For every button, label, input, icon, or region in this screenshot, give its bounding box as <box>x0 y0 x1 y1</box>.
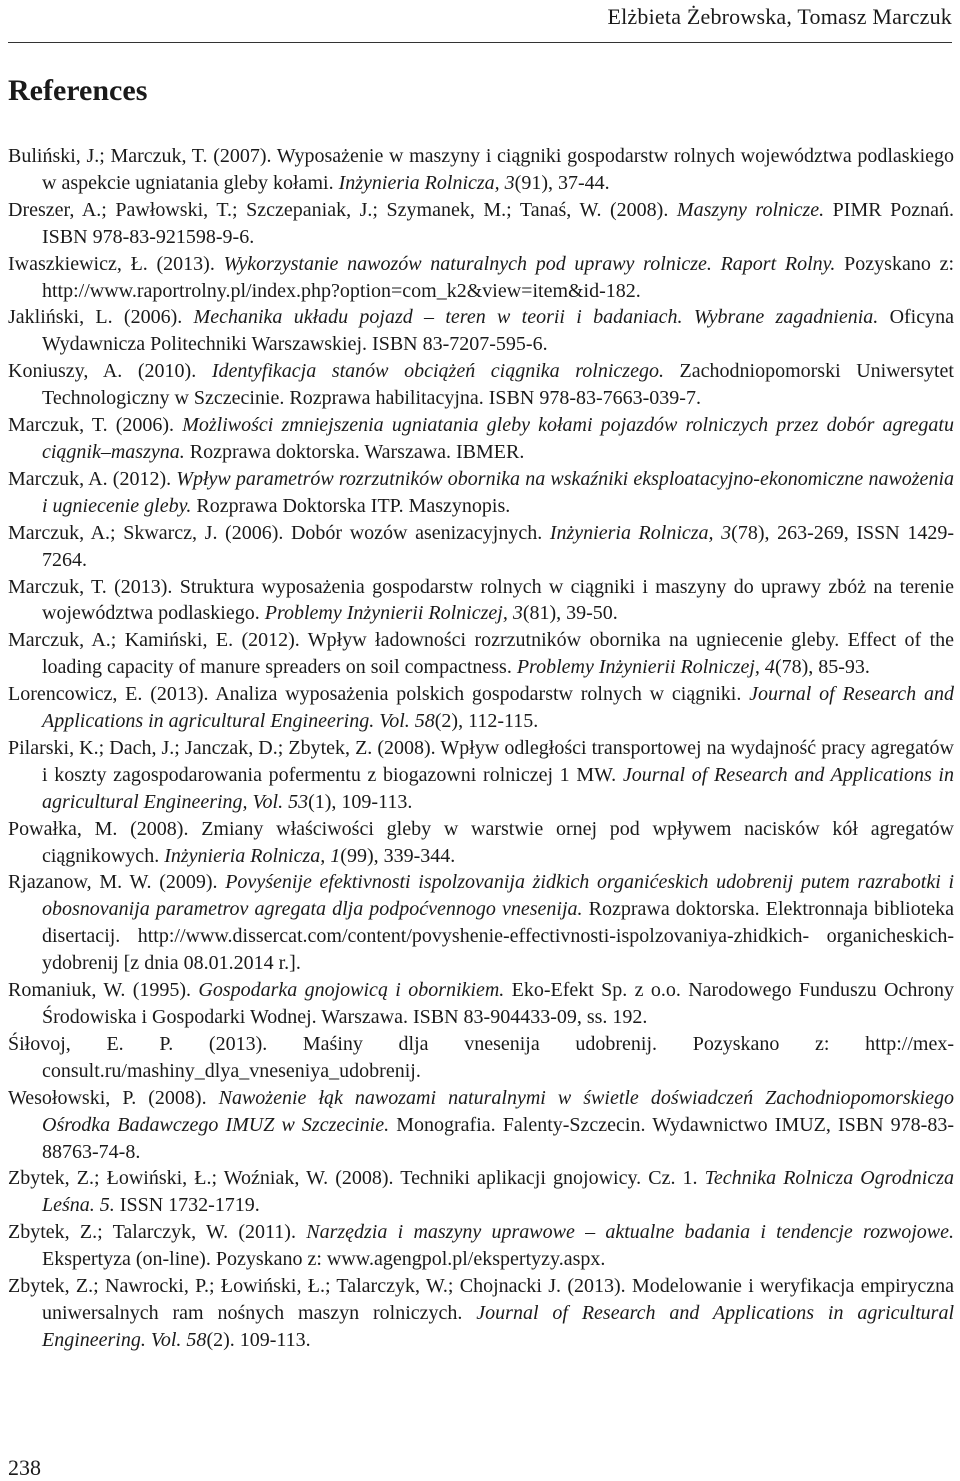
reference-italic-text: Maszyny rolnicze. <box>676 198 825 221</box>
reference-text: (2). 109-113. <box>206 1328 311 1351</box>
reference-item <box>8 1219 954 1273</box>
reference-text: Jakliński, L. (2006). <box>8 306 194 329</box>
reference-italic-text: Journal of Research and Applications in agricultural Engineering, Vol. 53 <box>42 763 954 813</box>
reference-italic-text: Povyśenije efektivnosti ispolzovanija żidkich organićeskich udobrenij putem razrabotki i obosnovanija parametrov agregata dlja podpoćvennogo vnesenija. <box>42 871 954 921</box>
reference-italic-text: Możliwości zmniejszenia ugniatania gleby kołami pojazdów rolniczych przez dobór agregatu ciągnik–maszyna. <box>42 414 954 463</box>
reference-item <box>8 304 954 358</box>
reference-item <box>8 466 954 520</box>
page-number: 238 <box>8 1455 41 1480</box>
reference-text: Zachodniopomorski Uniwersytet Technologiczny w Szczecinie. Rozprawa habilitacyjna. ISBN 978-83-7663-039-7. <box>42 360 954 410</box>
reference-text: Marczuk, T. (2013). Struktura wyposażenia gospodarstw rolnych w ciągniki i maszyny do uprawy zbóż na terenie województwa podlaskiego. <box>8 575 954 625</box>
reference-text: PIMR Poznań. ISBN 978-83-921598-9-6. <box>42 198 954 248</box>
reference-text: Rozprawa doktorska. Warszawa. IBMER. <box>184 440 525 463</box>
reference-item <box>8 574 954 628</box>
reference-text: Iwaszkiewicz, Ł. (2013). <box>8 252 224 275</box>
reference-text: (99), 339-344. <box>340 844 456 867</box>
reference-item <box>8 251 954 305</box>
reference-text: Rjazanow, M. W. (2009). <box>8 871 226 894</box>
reference-italic-text: Journal of Research and Applications in agricultural Engineering. Vol. 58 <box>42 1301 954 1351</box>
reference-italic-text: Inżynieria Rolnicza, 3 <box>338 171 515 194</box>
reference-item <box>8 358 954 412</box>
reference-text: Romaniuk, W. (1995). <box>8 979 199 1002</box>
reference-italic-text: Nawożenie łąk nawozami naturalnymi w świetle doświadczeń Zachodniopomorskiego Ośrodka Badawczego IMUZ w Szczecinie. <box>42 1086 954 1136</box>
reference-text: (78), 85-93. <box>774 656 870 679</box>
reference-italic-text: Wpływ parametrów rozrzutników obornika na wskaźniki eksploatacyjno-ekonomiczne nawożenia i ugniecenie gleby. <box>42 467 954 517</box>
reference-text: Pilarski, K.; Dach, J.; Janczak, D.; Zbytek, Z. (2008). Wpływ odległości transportowej na wydajność pracy agregatów i koszty zagospodarowania pofermentu z biogazowni rolniczej 1 MW. <box>8 736 954 786</box>
reference-italic-text: Identyfikacja stanów obciążeń ciągnika rolniczego. <box>211 360 664 383</box>
reference-italic-text: Wykorzystanie nawozów naturalnych pod uprawy rolnicze. Raport Rolny. <box>223 252 836 275</box>
reference-item <box>8 1085 954 1166</box>
reference-text: Eko-Efekt Sp. z o.o. Narodowego Funduszu Ochrony Środowiska i Gospodarki Wodnej. Warszawa. ISBN 83-904433-09, ss. 192. <box>42 979 954 1028</box>
reference-text: Ekspertyza (on-line). Pozyskano z: www.agengpol.pl/ekspertyzy.aspx. <box>42 1248 606 1271</box>
reference-text: Śiłovoj, E. P. (2013). Maśiny dlja vnesenija udobrenij. Pozyskano z: http://mex-consult.ru/mashiny_dlya_vneseniya_udobrenij. <box>8 1032 954 1082</box>
reference-item <box>8 977 954 1031</box>
reference-text: Monografia. Falenty-Szczecin. Wydawnictwo IMUZ, ISBN 978-83-88763-74-8. <box>42 1113 955 1163</box>
reference-text: Zbytek, Z.; Talarczyk, W. (2011). <box>8 1221 307 1244</box>
reference-text: Oficyna Wydawnicza Politechniki Warszawskiej. ISBN 83-7207-595-6. <box>42 306 954 356</box>
reference-text: Zbytek, Z.; Nawrocki, P.; Łowiński, Ł.; Talarczyk, W.; Chojnacki J. (2013). Modelowanie i weryfikacja empiryczna uniwersalnych ram nośnych maszyn rolniczych. <box>8 1275 954 1324</box>
reference-text: (81), 39-50. <box>522 602 618 625</box>
reference-item <box>8 816 954 870</box>
reference-text: Rozprawa Doktorska ITP. Maszynopis. <box>191 494 511 517</box>
reference-item <box>8 627 954 681</box>
reference-item <box>8 143 954 197</box>
reference-text: Powałka, M. (2008). Zmiany właściwości gleby w warstwie ornej pod wpływem nacisków kół agregatów ciągnikowych. <box>8 817 954 867</box>
reference-text: (78), 263-269, ISSN 1429-7264. <box>42 521 954 571</box>
reference-italic-text: Mechanika układu pojazd – teren w teorii i badaniach. Wybrane zagadnienia. <box>193 306 879 329</box>
running-header-authors: Elżbieta Żebrowska, Tomasz Marczuk <box>607 4 952 29</box>
reference-text: Marczuk, A.; Skwarcz, J. (2006). Dobór wozów asenizacyjnych. <box>8 521 550 544</box>
reference-text: Marczuk, A. (2012). <box>8 467 177 490</box>
reference-italic-text: Inżynieria Rolnicza, 3 <box>549 521 732 544</box>
section-title: References <box>8 74 148 107</box>
reference-text: Rozprawa doktorska. Elektronnaja biblioteka disertacij. http://www.dissercat.com/content/povyshenie-effectivnosti-ispolzovaniya-zhidkich- organicheskich-ydobrenij [z dnia 08.01.2014 r.]. <box>42 898 955 975</box>
reference-italic-text: Narzędzia i maszyny uprawowe – aktualne badania i tendencje rozwojowe. <box>306 1221 954 1244</box>
reference-item <box>8 1273 954 1354</box>
header-divider <box>8 42 952 43</box>
reference-text: (2), 112-115. <box>434 710 539 733</box>
reference-text: Wesołowski, P. (2008). <box>8 1086 219 1109</box>
reference-italic-text: Inżynieria Rolnicza, 1 <box>164 844 341 867</box>
reference-italic-text: Problemy Inżynierii Rolniczej, 4 <box>516 656 775 679</box>
reference-item <box>8 1165 954 1219</box>
reference-item <box>8 869 954 977</box>
reference-text: Koniuszy, A. (2010). <box>8 360 212 383</box>
reference-text: (91), 37-44. <box>514 171 610 194</box>
reference-italic-text: Problemy Inżynierii Rolniczej, 3 <box>264 602 523 625</box>
reference-italic-text: Gospodarka gnojowicą i obornikiem. <box>198 979 505 1002</box>
reference-text: Marczuk, T. (2006). <box>8 414 183 437</box>
reference-italic-text: Journal of Research and Applications in agricultural Engineering. Vol. 58 <box>42 683 954 733</box>
reference-item <box>8 520 954 574</box>
reference-list <box>8 143 954 1354</box>
reference-item <box>8 1031 954 1085</box>
reference-item <box>8 412 954 466</box>
reference-text: Marczuk, A.; Kamiński, E. (2012). Wpływ ładowności rozrzutników obornika na ugniecenie gleby. Effect of the loading capacity of manure spreaders on soil compactness. <box>8 629 954 679</box>
reference-item <box>8 197 954 251</box>
reference-text: Dreszer, A.; Pawłowski, T.; Szczepaniak, J.; Szymanek, M.; Tanaś, W. (2008). <box>8 198 677 221</box>
reference-text: (1), 109-113. <box>308 790 413 813</box>
reference-text: Lorencowicz, E. (2013). Analiza wyposażenia polskich gospodarstw rolnych w ciągniki. <box>8 683 750 706</box>
reference-text: Zbytek, Z.; Łowiński, Ł.; Woźniak, W. (2008). Techniki aplikacji gnojowicy. Cz. 1. <box>8 1167 705 1190</box>
reference-item <box>8 735 954 816</box>
reference-text: ISSN 1732-1719. <box>114 1194 260 1217</box>
reference-text: Pozyskano z: http://www.raportrolny.pl/index.php?option=com_k2&view=item&id-182. <box>42 252 955 302</box>
reference-item <box>8 681 954 735</box>
reference-text: Buliński, J.; Marczuk, T. (2007). Wyposażenie w maszyny i ciągniki gospodarstw rolnych województwa podlaskiego w aspekcie ugniatania gleby kołami. <box>8 145 954 194</box>
reference-italic-text: Technika Rolnicza Ogrodnicza Leśna. 5. <box>42 1167 954 1217</box>
